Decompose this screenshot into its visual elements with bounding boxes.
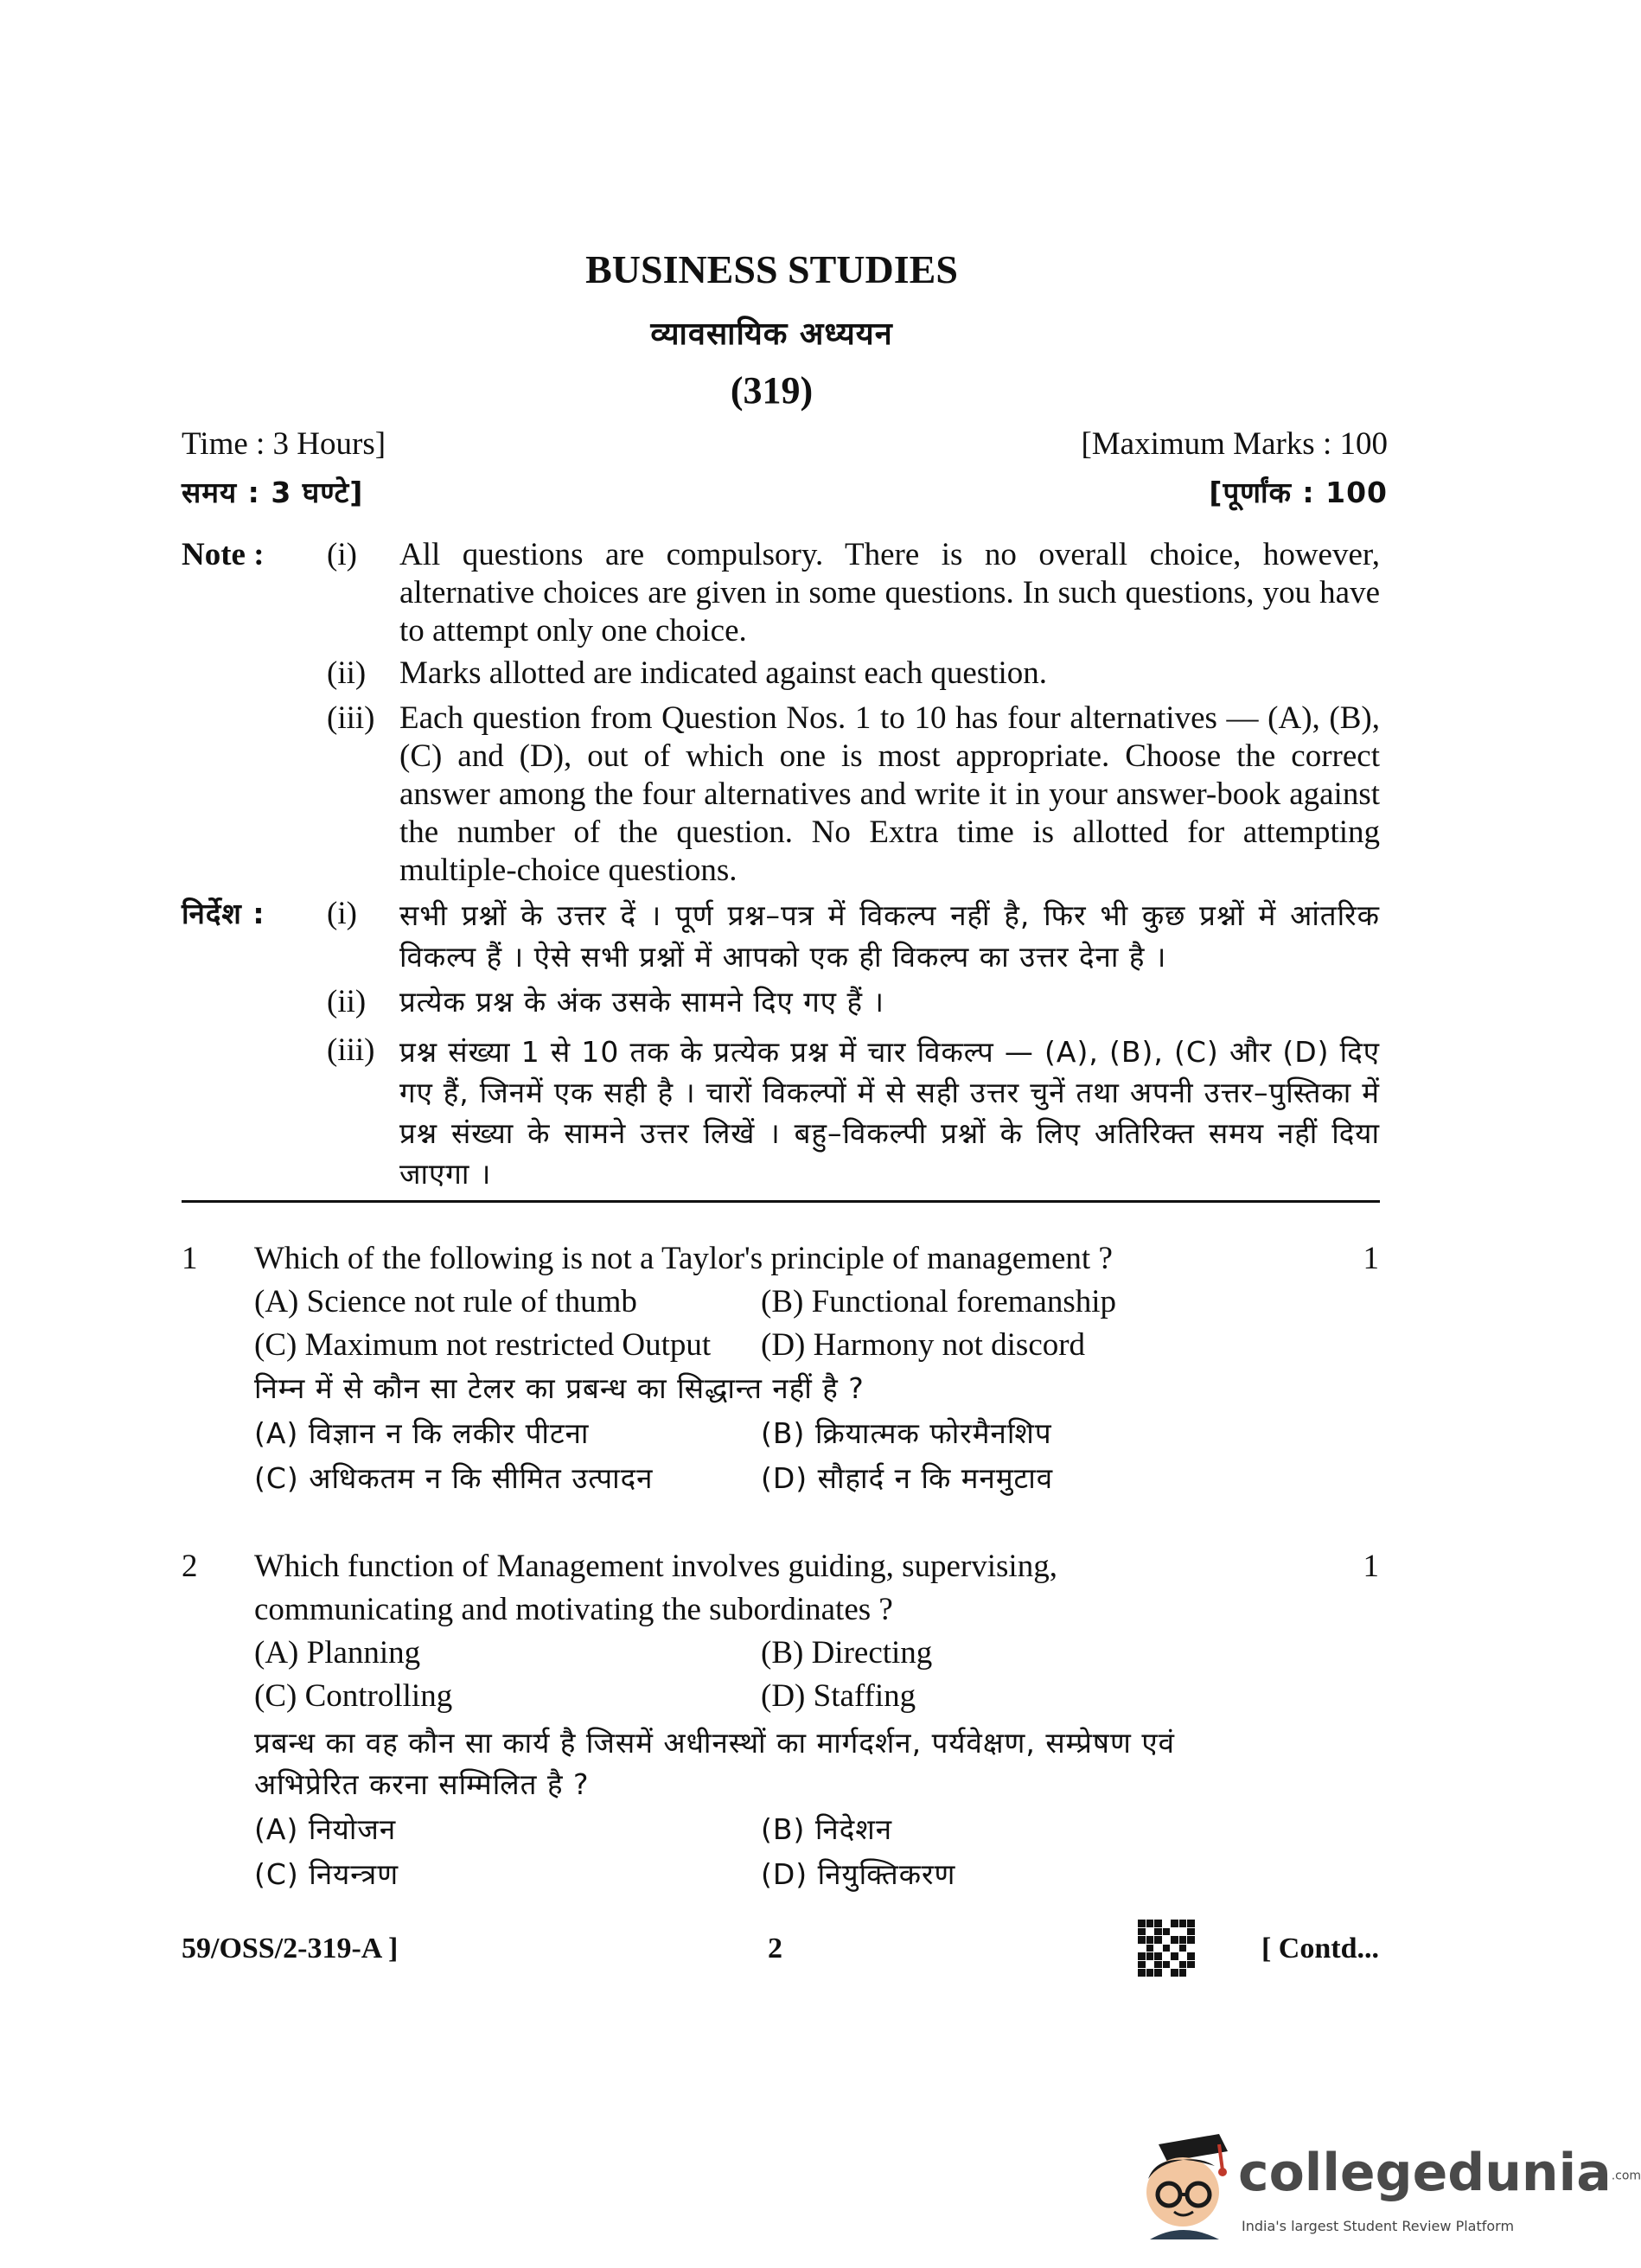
paper-code: 59/OSS/2-319-A ]	[182, 1933, 399, 1965]
option-d: (D) Staffing	[761, 1678, 916, 1714]
question-number: 2	[182, 1549, 198, 1584]
option-b: (B) Directing	[761, 1635, 933, 1671]
option-c: (C) Controlling	[254, 1678, 453, 1714]
question-text-hindi: अभिप्रेरित करना सम्मिलित है ?	[254, 1767, 590, 1801]
note-item-text-hindi: सभी प्रश्नों के उत्तर दें । पूर्ण प्रश्न–पत्र में विकल्प नहीं है, फिर भी कुछ प्रश्नों में आंतरिक विकल्प हैं । ऐसे सभी प्रश्नों में आपको एक ही विकल्प का उत्तर देना है ।	[399, 898, 1380, 974]
logo-suffix: .com	[1611, 2169, 1641, 2183]
note-label-hindi: निर्देश :	[182, 897, 265, 930]
option-b-hindi: (B) क्रियात्मक फोरमैनशिप	[761, 1416, 1052, 1450]
note-item-text: Marks allotted are indicated against each question.	[399, 655, 1047, 691]
paper-title: BUSINESS STUDIES	[585, 247, 958, 291]
question-text-hindi: निम्न में से कौन सा टेलर का प्रबन्ध का सिद्धान्त नहीं है ?	[254, 1371, 865, 1405]
note-item-text: All questions are compulsory. There is no overall choice, however, alternative choices are given in some questions. In such questions, you have to attempt only one choice.	[399, 537, 1380, 648]
continued-label: [ Contd...	[1261, 1933, 1379, 1965]
question-number: 1	[182, 1241, 198, 1276]
note-item-num: (ii)	[327, 655, 367, 691]
time-label: Time : 3 Hours]	[182, 426, 386, 462]
page-number: 2	[768, 1933, 782, 1965]
note-item-num: (iii)	[327, 1032, 375, 1068]
note-item-num: (iii)	[327, 700, 375, 736]
question-text: communicating and motivating the subordinates ?	[254, 1592, 893, 1627]
option-c: (C) Maximum not restricted Output	[254, 1327, 712, 1363]
note-item-text-hindi: प्रत्येक प्रश्न के अंक उसके सामने दिए गए हैं ।	[399, 985, 885, 1019]
question-marks: 1	[1363, 1241, 1379, 1276]
option-d: (D) Harmony not discord	[761, 1327, 1086, 1363]
option-a-hindi: (A) नियोजन	[254, 1812, 397, 1846]
note-item-text-hindi: प्रश्न संख्या 1 से 10 तक के प्रत्येक प्रश्न में चार विकल्प — (A), (B), (C) और (D) दिए गए हैं, जिनमें एक सही है । चारों विकल्पों में से सही उत्तर चुनें तथा अपनी उत्तर–पुस्तिका में प्रश्न संख्या के सामने उत्तर लिखें । बहु–विकल्पी प्रश्नों के लिए अतिरिक्त समय नहीं दिया जाएगा ।	[399, 1035, 1380, 1191]
student-mascot-icon	[1133, 2118, 1236, 2239]
note-item-text: Each question from Question Nos. 1 to 10 has four alternatives — (A), (B), (C) and (D), out of which one is most appropriate. Choose the correct answer among the four alternatives and write it in your answer-book against the number of the question. No Extra time is allotted for attempting multiple-choice questions.	[399, 700, 1380, 888]
option-c-hindi: (C) नियन्त्रण	[254, 1857, 399, 1891]
question-text: Which of the following is not a Taylor's principle of management ?	[254, 1241, 1113, 1276]
note-label: Note :	[182, 537, 265, 572]
logo-text	[1238, 2143, 1641, 2203]
logo-tagline: India's largest Student Review Platform	[1242, 2218, 1515, 2234]
option-a: (A) Planning	[254, 1635, 421, 1671]
subject-code: (319)	[730, 369, 814, 412]
qr-code-icon	[1138, 1920, 1195, 1977]
time-label-hindi: समय : 3 घण्टे]	[182, 476, 364, 509]
option-b-hindi: (B) निदेशन	[761, 1812, 893, 1846]
note-item-num: (i)	[327, 896, 357, 931]
paper-title-hindi: व्यावसायिक अध्ययन	[650, 316, 893, 352]
question-text-hindi: प्रबन्ध का वह कौन सा कार्य है जिसमें अधीनस्थों का मार्गदर्शन, पर्यवेक्षण, सम्प्रेषण एवं	[254, 1726, 1175, 1760]
section-divider	[182, 1200, 1380, 1203]
question-text: Which function of Management involves guiding, supervising,	[254, 1549, 1057, 1584]
option-a-hindi: (A) विज्ञान न कि लकीर पीटना	[254, 1416, 590, 1450]
option-d-hindi: (D) नियुक्तिकरण	[761, 1857, 956, 1891]
logo-name: collegedunia	[1238, 2143, 1612, 2203]
option-c-hindi: (C) अधिकतम न कि सीमित उत्पादन	[254, 1461, 654, 1495]
option-d-hindi: (D) सौहार्द न कि मनमुटाव	[761, 1461, 1054, 1495]
option-b: (B) Functional foremanship	[761, 1284, 1117, 1319]
note-item-num: (ii)	[327, 984, 367, 1019]
note-item-num: (i)	[327, 537, 357, 572]
option-a: (A) Science not rule of thumb	[254, 1284, 637, 1319]
max-marks-label-hindi: [पूर्णांक : 100	[1209, 476, 1388, 509]
max-marks-label: [Maximum Marks : 100	[1081, 426, 1388, 462]
question-marks: 1	[1363, 1549, 1379, 1584]
